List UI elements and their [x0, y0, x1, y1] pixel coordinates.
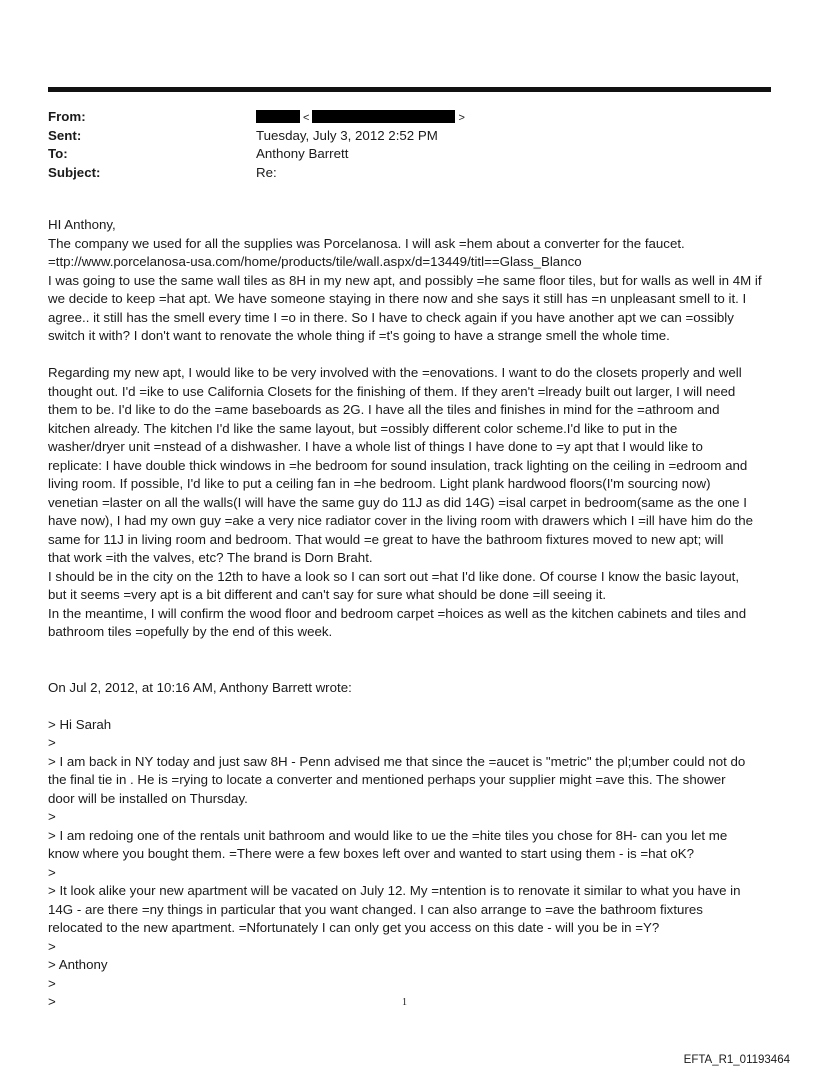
body-line: that work =ith the valves, etc? The brand is Dorn Braht.	[48, 550, 373, 565]
paragraph-gap	[48, 697, 770, 716]
body-line: replicate: I have double thick windows in =he bedroom for sound insulation, track lighting on the ceiling in =edroom and	[48, 457, 748, 473]
paragraph-gap	[48, 346, 770, 365]
quoted-line: >	[48, 809, 56, 824]
greeting: HI Anthony,	[48, 217, 116, 232]
body-line: I should be in the city on the 12th to have a look so I can sort out =hat I'd like done. Of course I know the basic layout,	[48, 568, 740, 584]
quoted-line: > Hi Sarah	[48, 716, 112, 732]
body-line: Regarding my new apt, I would like to be very involved with the =enovations. I want to do the closets properly and well	[48, 365, 742, 380]
body-line: washer/dryer unit =nstead of a dishwasher. I have a whole list of things I have done to =y apt that I would like to	[48, 439, 703, 454]
redaction-block	[256, 110, 300, 123]
quoted-line: door will be installed on Thursday.	[48, 790, 248, 806]
body-line: In the meantime, I will confirm the wood floor and bedroom carpet =hoices as well as the kitchen cabinets and tiles and	[48, 605, 747, 621]
body-line: kitchen already. The kitchen I'd like the same layout, but =ossibly different color scheme.I'd like to put in the	[48, 420, 678, 436]
body-line: thought out. I'd =ike to use California Closets for the finishing of them. If they aren't =lready built out larger, I will need	[48, 383, 736, 399]
quoted-line: >	[48, 864, 56, 880]
body-line: bathroom tiles =opefully by the end of this week.	[48, 624, 333, 639]
body-line: venetian =laster on all the walls(I will have the same guy do 11J as did 14G) =isal carpet in bedroom(same as the one I	[48, 494, 747, 510]
sent-value: Tuesday, July 3, 2012 2:52 PM	[256, 127, 438, 143]
product-link: =ttp://www.porcelanosa-usa.com/home/products/tile/wall.aspx/d=13449/titl==Glass_Blanco	[48, 254, 582, 269]
quote-intro: On Jul 2, 2012, at 10:16 AM, Anthony Barrett wrote:	[48, 679, 352, 695]
quoted-line: > Anthony	[48, 957, 108, 972]
quoted-line: > It look alike your new apartment will be vacated on July 12. My =ntention is to renovate it similar to what you have in	[48, 883, 741, 898]
document-id: EFTA_R1_01193464	[683, 1054, 790, 1066]
paragraph-gap	[48, 642, 770, 679]
body-line: switch it with? I don't want to renovate the whole thing if =t's going to have a strange smell the whole time.	[48, 328, 670, 343]
email-header	[48, 108, 768, 182]
page-number: 1	[402, 997, 407, 1008]
quoted-line: > I am redoing one of the rentals unit bathroom and would like to ue the =hite tiles you chose for 8H- can you let me	[48, 827, 728, 843]
subject-value: Re:	[256, 164, 277, 180]
sent-label: Sent:	[48, 127, 82, 143]
email-body	[48, 216, 770, 1012]
quoted-line: >	[48, 735, 56, 750]
quoted-line: 14G - are there =ny things in particular that you want changed. I can also arrange to =ave the bathroom fixtures	[48, 901, 703, 917]
subject-label: Subject:	[48, 164, 101, 180]
from-row	[48, 108, 768, 127]
to-value: Anthony Barrett	[256, 146, 349, 161]
to-row	[48, 145, 768, 164]
quoted-line: know where you bought them. =There were a few boxes left over and wanted to start using them - is =hat oK?	[48, 846, 694, 861]
quoted-line: >	[48, 975, 56, 991]
quoted-line: > I am back in NY today and just saw 8H - Penn advised me that since the =aucet is "metric" the pl;umber could not do	[48, 753, 746, 769]
from-value	[256, 108, 768, 127]
quoted-line: relocated to the new apartment. =Nfortunately I can only get you access on this date - will you be in =Y?	[48, 920, 660, 935]
body-line: we decide to keep =hat apt. We have someone staying in there now and she says it still has =n unpleasant smell to it. I	[48, 291, 747, 306]
body-line: but it seems =very apt is a bit different and can't say for sure what should be done =ill seeing it.	[48, 587, 607, 602]
quoted-line: the final tie in . He is =rying to locate a converter and mentioned perhaps your supplier might =ave this. The shower	[48, 772, 726, 787]
from-close-bracket: >	[458, 112, 465, 124]
body-line: same for 11J in living room and bedroom. That would =e great to have the bathroom fixtures moved to new apt; will	[48, 531, 724, 547]
body-line: living room. If possible, I'd like to put a ceiling fan in =he bedroom. Light plank hardwood floors(I'm sourcing now)	[48, 476, 711, 491]
quoted-line: >	[48, 994, 56, 1009]
to-label: To:	[48, 146, 68, 161]
body-line: have now), I had my own guy =ake a very nice radiator cover in the living room with drawers which I =ill have him do the	[48, 513, 754, 528]
redaction-block	[312, 110, 455, 123]
sent-row	[48, 127, 768, 146]
body-line: I was going to use the same wall tiles as 8H in my new apt, and possibly =he same floor tiles, but for walls as well in 4M if	[48, 272, 762, 288]
subject-row	[48, 164, 768, 183]
body-line: agree.. it still has the smell every time I =o in there. So I have to check again if you have another apt we can =ossibly	[48, 309, 734, 325]
body-line: them to be. I'd like to do the =ame baseboards as 2G. I have all the tiles and finishes in mind for the =athroom and	[48, 402, 720, 417]
from-open-bracket: <	[303, 112, 310, 124]
header-rule	[48, 87, 771, 92]
body-line: The company we used for all the supplies was Porcelanosa. I will ask =hem about a converter for the faucet.	[48, 235, 685, 251]
from-label: From:	[48, 109, 86, 124]
quoted-line: >	[48, 938, 56, 954]
